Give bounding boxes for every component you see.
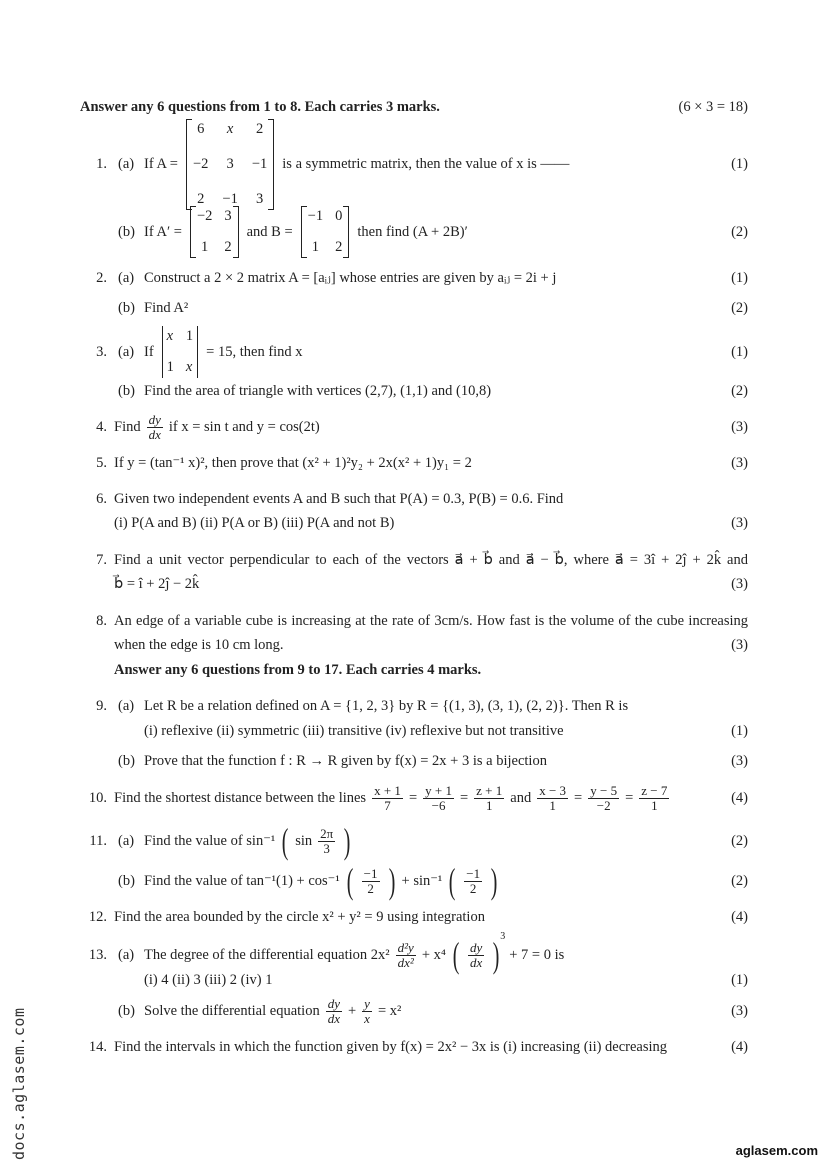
right-paren: ) — [388, 861, 395, 901]
question-3b — [80, 381, 748, 401]
fraction — [362, 867, 380, 896]
fraction — [464, 867, 482, 896]
fraction — [147, 413, 163, 442]
options-text: (i) 4 (ii) 3 (iii) 2 (iv) 1 — [144, 971, 273, 988]
fraction — [468, 941, 484, 970]
section-header-1 — [80, 97, 748, 117]
fraction — [396, 941, 416, 970]
denominator: dx — [469, 954, 483, 970]
question-number: 1. — [96, 155, 107, 172]
plus: + — [347, 1002, 357, 1019]
numerator: y + 1 — [425, 782, 452, 798]
matrix-cell: 2 — [197, 190, 205, 207]
question-10 — [80, 782, 748, 813]
marks: (2) — [731, 299, 748, 316]
marks: (3) — [731, 752, 748, 769]
denominator: dx — [327, 1010, 340, 1026]
numerator: y — [364, 995, 370, 1011]
exponent: 3 — [500, 931, 506, 942]
question-14 — [80, 1037, 748, 1057]
marks: (3) — [731, 1002, 748, 1019]
question-6-line2 — [80, 513, 748, 533]
question-9a — [80, 696, 748, 716]
matrix-cell: −2 — [196, 208, 213, 224]
right-paren: ) — [343, 821, 351, 861]
question-text: (i) P(A and B) (ii) P(A or B) (iii) P(A and not B) — [114, 514, 395, 531]
marks: (1) — [731, 269, 748, 286]
equals: = — [459, 789, 469, 806]
question-4 — [80, 411, 748, 442]
fraction — [537, 784, 568, 813]
question-number: 5. — [96, 454, 107, 471]
matrix-cell: −2 — [192, 155, 209, 172]
question-text: Find the intervals in which the function given by f(x) = 2x² − 3x is (i) increasing (ii) decreasing — [114, 1038, 668, 1055]
question-2b — [80, 298, 748, 318]
question-text — [144, 328, 303, 375]
part-label: (b) — [118, 299, 135, 316]
part-label: (a) — [118, 343, 135, 360]
numerator: −1 — [466, 865, 481, 881]
part-label: (a) — [118, 832, 135, 849]
denominator: 2 — [469, 880, 477, 896]
part-label: (a) — [118, 269, 135, 286]
marks: (1) — [731, 343, 748, 360]
denominator: 3 — [323, 840, 330, 856]
left-paren: ( — [281, 821, 289, 861]
question-5 — [80, 453, 748, 473]
text-post: = x² — [377, 1002, 402, 1019]
question-number: 9. — [96, 697, 107, 714]
right-paren: ) — [492, 935, 500, 975]
text-pre: If A′ = — [144, 223, 182, 240]
matrix-cell: 0 — [335, 208, 343, 224]
question-text: Find the area of triangle with vertices (2,7), (1,1) and (10,8) — [144, 382, 492, 399]
question-text — [144, 120, 570, 207]
section-marks: (6 × 3 = 18) — [678, 98, 748, 115]
question-12 — [80, 907, 748, 927]
question-text: An edge of a variable cube is increasing at the rate of 3cm/s. How fast is the volume of the cube increasing — [114, 613, 748, 629]
numerator: dy — [327, 995, 340, 1011]
question-9b — [80, 751, 748, 771]
text-mid: and B = — [246, 223, 293, 240]
part-label: (b) — [118, 752, 135, 769]
text-post: if x = sin t and y = cos(2t) — [168, 418, 320, 435]
marks: (2) — [731, 872, 748, 889]
marks: (4) — [731, 908, 748, 925]
question-text — [144, 861, 500, 901]
numerator: x + 1 — [374, 782, 401, 798]
equals: = — [408, 789, 418, 806]
question-8-line2 — [80, 635, 748, 655]
numerator: z + 1 — [476, 782, 503, 798]
part-label: (b) — [118, 382, 135, 399]
matrix-cell: 3 — [255, 190, 264, 207]
denominator: 2 — [367, 880, 374, 896]
question-13b — [80, 995, 748, 1026]
marks: (2) — [731, 832, 748, 849]
det-cell: x — [185, 359, 193, 375]
matrix-a — [186, 119, 274, 210]
numerator: dy — [469, 939, 483, 955]
marks: (1) — [731, 971, 748, 988]
fraction — [639, 784, 669, 813]
text-post: = 15, then find x — [206, 343, 303, 360]
question-number: 2. — [96, 269, 107, 286]
marks: (2) — [731, 382, 748, 399]
question-number: 3. — [96, 343, 107, 360]
numerator: y − 5 — [590, 782, 618, 798]
matrix-cell: 2 — [224, 239, 232, 255]
question-text: Construct a 2 × 2 matrix A = [aᵢⱼ] whose entries are given by aᵢⱼ = 2i + j — [144, 269, 557, 286]
sin-text: sin — [295, 832, 313, 849]
marks: (3) — [731, 636, 748, 653]
part-label: (a) — [118, 155, 135, 172]
question-8 — [80, 611, 748, 631]
denominator: −2 — [596, 797, 611, 813]
matrix-cell: x — [226, 120, 234, 137]
fraction — [474, 784, 504, 813]
text-pre: Find the value of tan⁻¹(1) + cos⁻¹ — [144, 872, 340, 889]
question-11a — [80, 821, 748, 861]
left-paren: ( — [452, 935, 460, 975]
denominator: x — [364, 1010, 370, 1026]
fraction — [372, 784, 403, 813]
matrix-cell: 3 — [226, 155, 234, 172]
text-post: is a symmetric matrix, then the value of x is —— — [282, 155, 570, 172]
denominator: 7 — [384, 797, 391, 813]
text-mid: + sin⁻¹ — [401, 872, 443, 889]
question-text: Let R be a relation defined on A = {1, 2, 3} by R = {(1, 3), (3, 1), (2, 2)}. Then R is — [144, 697, 629, 714]
det-cell: x — [166, 328, 174, 344]
question-13a — [80, 931, 748, 975]
marks: (3) — [731, 514, 748, 531]
part-label: (b) — [118, 872, 135, 889]
question-text — [144, 821, 353, 861]
numerator: dy — [148, 411, 161, 427]
question-number: 13. — [88, 946, 107, 963]
text-pre: Find the shortest distance between the lines — [114, 789, 367, 806]
question-text: Find the area bounded by the circle x² + y² = 9 using integration — [114, 908, 485, 925]
question-number: 14. — [88, 1038, 107, 1055]
denominator: dx — [148, 426, 161, 442]
marks: (2) — [731, 223, 748, 240]
question-1b — [80, 208, 748, 255]
text-pre: Find — [114, 418, 141, 435]
text-pre: Find the value of sin⁻¹ — [144, 832, 276, 849]
question-number: 12. — [88, 908, 107, 925]
question-number: 10. — [88, 789, 107, 806]
question-text: If y = (tan⁻¹ x)², then prove that (x² + 1)²y₂ + 2x(x² + 1)y₁ = 2 — [114, 454, 472, 471]
question-3a — [80, 328, 748, 375]
fraction — [588, 784, 619, 813]
part-label: (b) — [118, 1002, 135, 1019]
matrix-cell: −1 — [222, 190, 238, 207]
question-9a-options — [80, 721, 748, 741]
left-paren: ( — [346, 861, 353, 901]
text-pre: Solve the differential equation — [144, 1002, 320, 1019]
denominator: −6 — [431, 797, 446, 813]
matrix-cell: 1 — [311, 239, 320, 255]
question-1a — [80, 120, 748, 207]
fraction — [318, 827, 335, 856]
question-7 — [80, 550, 748, 570]
question-text: Find A² — [144, 299, 189, 316]
matrix-cell: −1 — [307, 208, 324, 224]
text-pre: If — [144, 343, 154, 360]
determinant — [162, 326, 199, 378]
right-paren: ) — [490, 861, 498, 901]
equals: = — [574, 789, 583, 806]
question-11b — [80, 861, 748, 901]
question-text — [114, 782, 671, 813]
question-text — [144, 208, 468, 255]
marks: (4) — [731, 1038, 748, 1055]
question-number: 6. — [96, 490, 107, 507]
numerator: d²y — [397, 939, 414, 955]
matrix-cell: 3 — [224, 208, 232, 224]
matrix-cell: 2 — [255, 120, 264, 137]
text-post: + 7 = 0 is — [509, 946, 565, 963]
question-number: 11. — [89, 832, 107, 849]
fraction — [362, 997, 372, 1026]
marks: (4) — [731, 789, 748, 806]
part-label: (a) — [118, 946, 135, 963]
marks: (1) — [731, 155, 748, 172]
question-text: when the edge is 10 cm long. — [114, 636, 284, 653]
question-text — [144, 931, 565, 975]
question-2a — [80, 268, 748, 288]
denominator: 1 — [549, 797, 556, 813]
matrix-cell: 2 — [335, 239, 343, 255]
left-paren: ( — [448, 861, 456, 901]
question-6 — [80, 489, 748, 509]
part-label: (b) — [118, 223, 135, 240]
question-7-line2 — [80, 574, 748, 594]
text-pre: The degree of the differential equation 2x² — [144, 946, 390, 963]
question-13a-options — [80, 970, 748, 990]
fraction — [326, 997, 342, 1026]
det-cell: 1 — [166, 359, 174, 375]
denominator: 1 — [485, 797, 493, 813]
matrix-cell: 6 — [197, 120, 205, 137]
question-number: 8. — [96, 612, 107, 629]
watermark: docs.aglasem.com — [10, 1007, 28, 1160]
marks: (3) — [731, 418, 748, 435]
text-mid: + x⁴ — [421, 946, 446, 963]
question-text: b⃗ = î + 2ĵ − 2k̂ — [114, 575, 200, 592]
text-and: and — [510, 789, 532, 806]
det-cell: 1 — [185, 328, 194, 344]
marks: (3) — [731, 575, 748, 592]
section-instruction: Answer any 6 questions from 1 to 8. Each carries 3 marks. — [80, 98, 440, 115]
text-post: then find (A + 2B)′ — [357, 223, 468, 240]
question-number: 4. — [96, 418, 107, 435]
matrix-a-transpose — [190, 206, 239, 258]
denominator: dx² — [397, 954, 414, 970]
marks: (3) — [731, 454, 748, 471]
question-text: Find a unit vector perpendicular to each of the vectors a⃗ + b⃗ and a⃗ − b⃗, where a⃗ = 3î + 2ĵ + 2k̂ and — [114, 552, 748, 568]
numerator: −1 — [363, 865, 378, 881]
matrix-b — [301, 206, 350, 258]
question-text — [144, 995, 402, 1026]
section-header-2 — [80, 660, 748, 680]
text-pre: If A = — [144, 155, 178, 172]
numerator: 2π — [320, 825, 334, 841]
question-number: 7. — [96, 551, 107, 568]
brand-footer: aglasem.com — [735, 1143, 818, 1158]
matrix-cell: 1 — [201, 239, 209, 255]
part-label: (a) — [118, 697, 135, 714]
marks: (1) — [731, 722, 748, 739]
options-text: (i) reflexive (ii) symmetric (iii) transitive (iv) reflexive but not transitive — [144, 722, 564, 739]
fraction — [423, 784, 454, 813]
numerator: x − 3 — [539, 782, 567, 798]
section-instruction: Answer any 6 questions from 9 to 17. Each carries 4 marks. — [114, 661, 482, 678]
matrix-cell: −1 — [251, 155, 268, 172]
denominator: 1 — [651, 797, 658, 813]
question-text: Prove that the function f : R → R given by f(x) = 2x + 3 is a bijection — [144, 752, 547, 769]
question-text — [114, 411, 320, 442]
equals: = — [625, 789, 634, 806]
numerator: z − 7 — [641, 782, 668, 798]
question-text: Given two independent events A and B such that P(A) = 0.3, P(B) = 0.6. Find — [114, 490, 564, 507]
